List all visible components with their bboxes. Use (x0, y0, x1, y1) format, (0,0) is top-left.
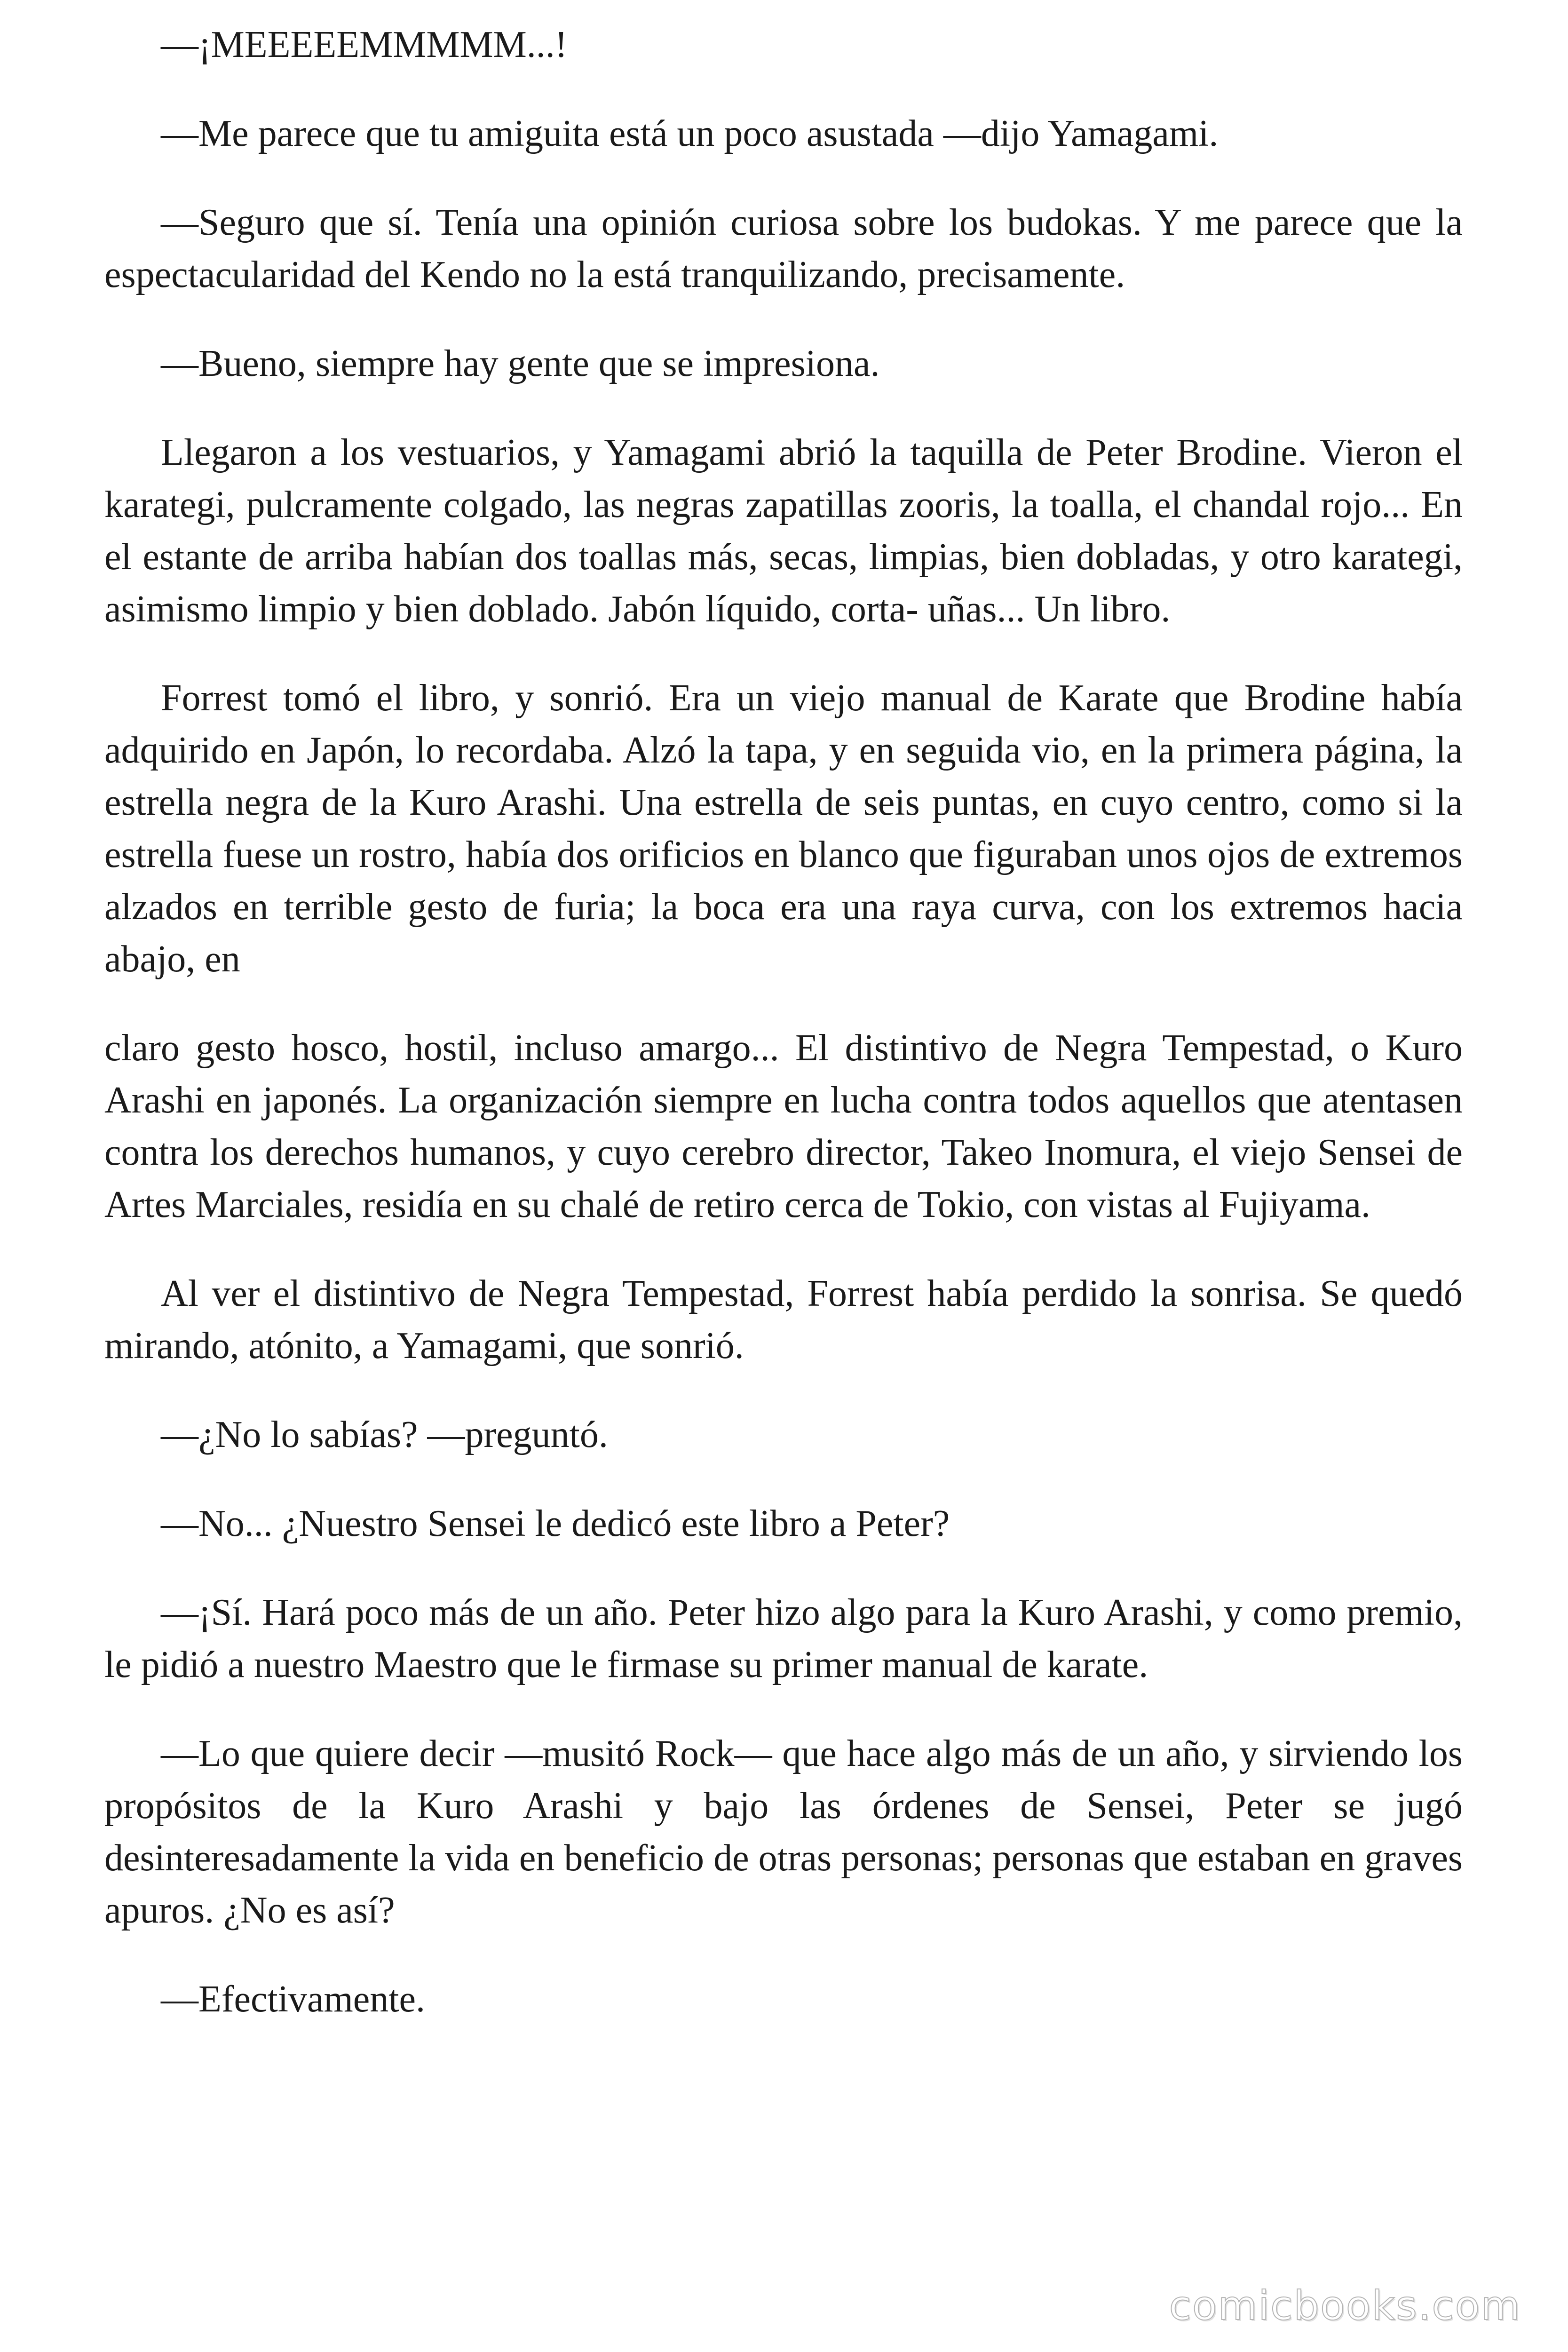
paragraph-continuation: claro gesto hosco, hostil, incluso amargo... El distintivo de Negra Tempestad, o Kuro Arashi en japonés. La organización siempre en lucha contra todos aquellos que atentasen contra los derechos humanos, y cuyo cerebro director, Takeo Inomura, el viejo Sensei de Artes Marciales, residía en su chalé de retiro cerca de Tokio, con vistas al Fujiyama. (104, 1027, 1463, 1225)
page-body (104, 19, 1463, 2026)
watermark: comicbooks.com (1169, 2282, 1521, 2329)
paragraph: —Efectivamente. (161, 1979, 425, 2020)
paragraph: —Lo que quiere decir —musitó Rock— que hace algo más de un año, y sirviendo los propósitos de la Kuro Arashi y bajo las órdenes de Sensei, Peter se jugó desinteresadamente la vida en beneficio de otras personas; personas que estaban en graves apuros. ¿No es así? (104, 1733, 1463, 1931)
paragraph: —No... ¿Nuestro Sensei le dedicó este libro a Peter? (161, 1503, 950, 1544)
paragraph: —Me parece que tu amiguita está un poco asustada —dijo Yamagami. (161, 113, 1219, 154)
paragraph: —Seguro que sí. Tenía una opinión curiosa sobre los budokas. Y me parece que la espectacularidad del Kendo no la está tranquilizando, precisamente. (104, 202, 1463, 295)
paragraph: Llegaron a los vestuarios, y Yamagami abrió la taquilla de Peter Brodine. Vieron el karategi, pulcramente colgado, las negras zapatillas zooris, la toalla, el chandal rojo... En el estante de arriba habían dos toallas más, secas, limpias, bien dobladas, y otro karategi, asimismo limpio y bien doblado. Jabón líquido, corta- uñas... Un libro. (104, 432, 1463, 630)
paragraph: Al ver el distintivo de Negra Tempestad, Forrest había perdido la sonrisa. Se quedó mirando, atónito, a Yamagami, que sonrió. (104, 1273, 1463, 1367)
paragraph: —¡MEEEEEMMMMM...! (161, 24, 568, 65)
paragraph: Forrest tomó el libro, y sonrió. Era un viejo manual de Karate que Brodine había adquirido en Japón, lo recordaba. Alzó la tapa, y en seguida vio, en la primera página, la estrella negra de la Kuro Arashi. Una estrella de seis puntas, en cuyo centro, como si la estrella fuese un rostro, había dos orificios en blanco que figuraban unos ojos de extremos alzados en terrible gesto de furia; la boca era una raya curva, con los extremos hacia abajo, en (104, 677, 1463, 980)
paragraph: —Bueno, siempre hay gente que se impresiona. (161, 343, 880, 384)
paragraph: —¿No lo sabías? —preguntó. (161, 1414, 608, 1455)
paragraph: —¡Sí. Hará poco más de un año. Peter hizo algo para la Kuro Arashi, y como premio, le pidió a nuestro Maestro que le firmase su primer manual de karate. (104, 1592, 1463, 1685)
